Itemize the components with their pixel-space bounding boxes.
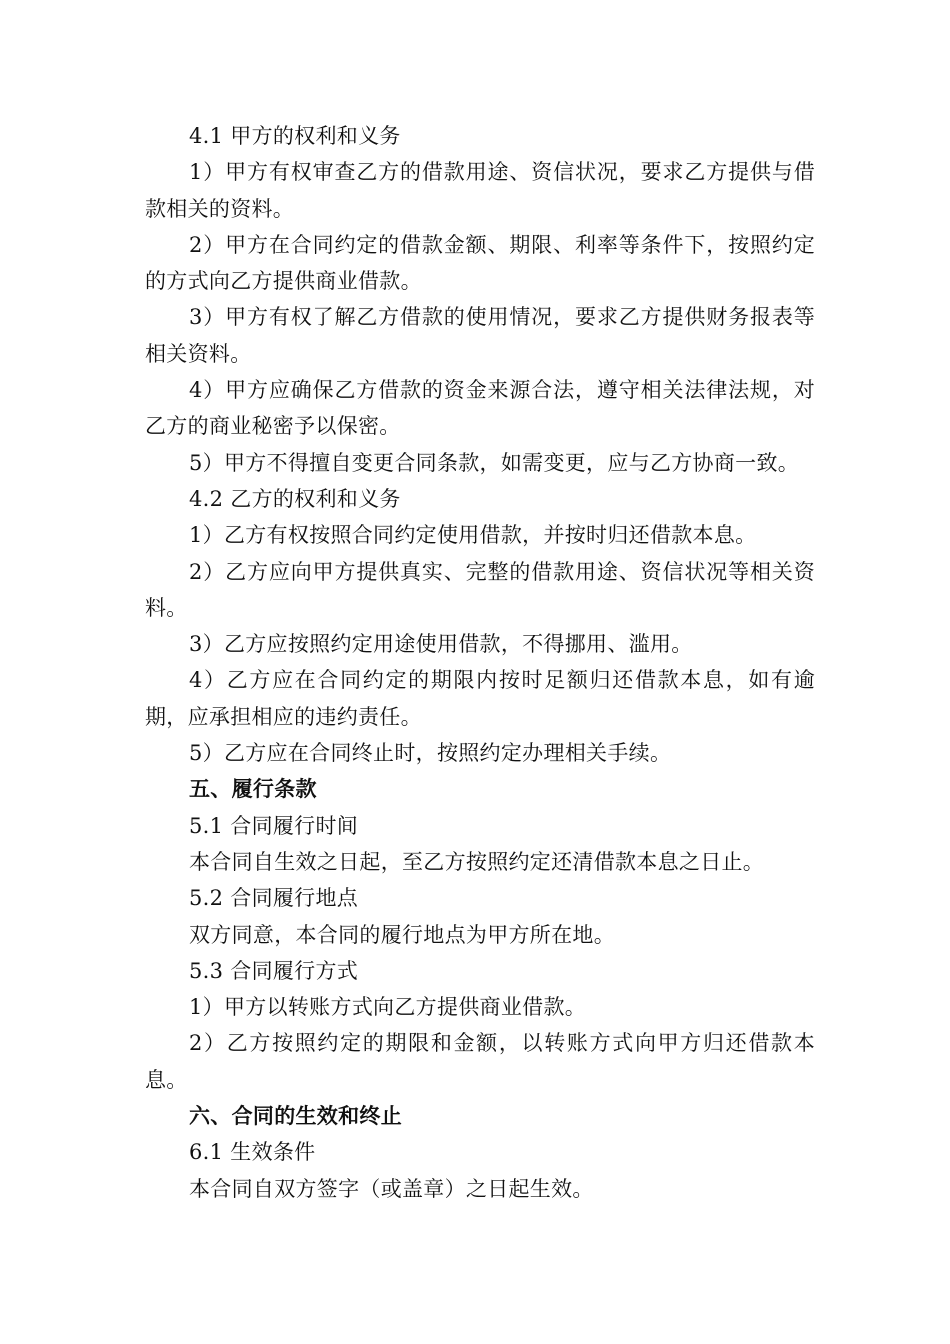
section-heading: 五、履行条款 — [189, 776, 317, 802]
paragraph: 2）乙方应向甲方提供真实、完整的借款用途、资信状况等相关资料。 — [145, 559, 815, 620]
paragraph: 1）甲方以转账方式向乙方提供商业借款。 — [189, 995, 587, 1020]
paragraph: 6.1 生效条件 — [189, 1140, 316, 1165]
paragraph: 4）甲方应确保乙方借款的资金来源合法，遵守相关法律法规，对乙方的商业秘密予以保密。 — [145, 378, 815, 439]
paragraph: 4.1 甲方的权利和义务 — [189, 124, 401, 148]
paragraph: 5）乙方应在合同终止时，按照约定办理相关手续。 — [189, 741, 672, 766]
document-body — [145, 118, 815, 1207]
section-heading: 六、合同的生效和终止 — [189, 1103, 402, 1129]
paragraph: 5.1 合同履行时间 — [189, 813, 359, 838]
paragraph: 4）乙方应在合同约定的期限内按时足额归还借款本息，如有逾期，应承担相应的违约责任。 — [145, 668, 815, 729]
paragraph: 5）甲方不得擅自变更合同条款，如需变更，应与乙方协商一致。 — [189, 450, 800, 475]
paragraph: 5.2 合同履行地点 — [189, 886, 359, 911]
paragraph: 2）乙方按照约定的期限和金额，以转账方式向甲方归还借款本息。 — [145, 1031, 815, 1092]
paragraph: 4.2 乙方的权利和义务 — [189, 486, 401, 511]
paragraph: 5.3 合同履行方式 — [189, 958, 359, 983]
paragraph: 双方同意，本合同的履行地点为甲方所在地。 — [189, 922, 615, 947]
paragraph: 3）乙方应按照约定用途使用借款，不得挪用、滥用。 — [189, 632, 693, 657]
paragraph: 1）甲方有权审查乙方的借款用途、资信状况，要求乙方提供与借款相关的资料。 — [145, 160, 815, 221]
paragraph: 1）乙方有权按照合同约定使用借款，并按时归还借款本息。 — [189, 523, 757, 548]
paragraph: 本合同自双方签字（或盖章）之日起生效。 — [189, 1176, 594, 1201]
paragraph: 3）甲方有权了解乙方借款的使用情况，要求乙方提供财务报表等相关资料。 — [145, 305, 815, 366]
paragraph: 2）甲方在合同约定的借款金额、期限、利率等条件下，按照约定的方式向乙方提供商业借款。 — [145, 232, 815, 294]
paragraph: 本合同自生效之日起，至乙方按照约定还清借款本息之日止。 — [189, 849, 765, 874]
